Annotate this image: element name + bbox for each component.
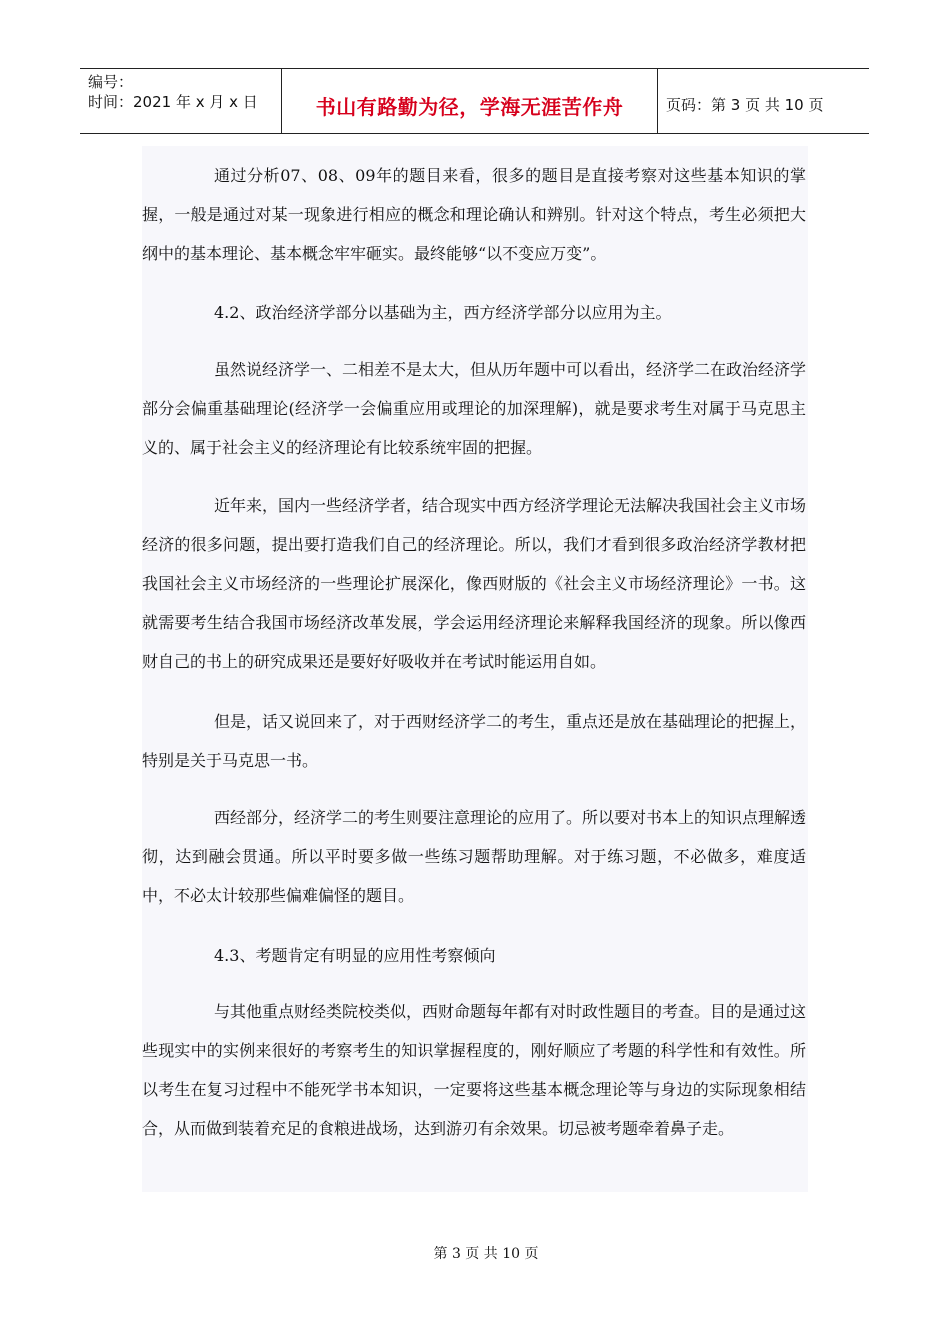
paragraph-6: 与其他重点财经类院校类似，西财命题每年都有对时政性题目的考查。目的是通过这些现实中的实例来很好的考察考生的知识掌握程度的，刚好顺应了考题的科学性和有效性。所以考生在复习过程中不能死学书本知识，一定要将这些基本概念理论等与身边的实际现象相结合，从而做到装着充足的食粮进战场，达到游刃有余效果。切忌被考题牵着鼻子走。 — [142, 1002, 807, 1138]
document-body — [142, 146, 808, 1192]
header-motto-cell — [282, 69, 658, 133]
header-motto: 书山有路勤为径，学海无涯苦作舟 — [315, 94, 624, 119]
header-meta-cell — [80, 69, 282, 133]
number-label: 编号： — [88, 73, 134, 91]
section-heading-4-2: 4.2、政治经济学部分以基础为主，西方经济学部分以应用为主。 — [214, 303, 672, 322]
header-page-cell — [658, 69, 869, 133]
paragraph-2: 虽然说经济学一、二相差不是太大，但从历年题中可以看出，经济学二在政治经济学部分会偏重基础理论(经济学一会偏重应用或理论的加深理解)，就是要求考生对属于马克思主义的、属于社会主义的经济理论有比较系统牢固的把握。 — [142, 360, 807, 457]
paragraph-5: 西经部分，经济学二的考生则要注意理论的应用了。所以要对书本上的知识点理解透彻，达到融会贯通。所以平时要多做一些练习题帮助理解。对于练习题，不必做多，难度适中，不必太计较那些偏难偏怪的题目。 — [142, 808, 807, 905]
paragraph-4: 但是，话又说回来了，对于西财经济学二的考生，重点还是放在基础理论的把握上，特别是关于马克思一书。 — [142, 712, 807, 770]
footer-page-number: 第 3 页 共 10 页 — [433, 1246, 539, 1262]
page-header — [80, 68, 869, 134]
time-label: 时间：2021 年 x 月 x 日 — [88, 93, 258, 111]
paragraph-3: 近年来，国内一些经济学者，结合现实中西方经济学理论无法解决我国社会主义市场经济的很多问题，提出要打造我们自己的经济理论。所以，我们才看到很多政治经济学教材把我国社会主义市场经济的一些理论扩展深化，像西财版的《社会主义市场经济理论》一书。这就需要考生结合我国市场经济改革发展，学会运用经济理论来解释我国经济的现象。所以像西财自己的书上的研究成果还是要好好吸收并在考试时能运用自如。 — [142, 496, 807, 671]
page-footer — [0, 1243, 950, 1263]
paragraph-1: 通过分析07、08、09年的题目来看，很多的题目是直接考察对这些基本知识的掌握，一般是通过对某一现象进行相应的概念和理论确认和辨别。针对这个特点，考生必须把大纲中的基本理论、基本概念牢牢砸实。最终能够“以不变应万变”。 — [142, 166, 806, 263]
header-page-info: 页码：第 3 页 共 10 页 — [666, 95, 824, 114]
section-heading-4-3: 4.3、考题肯定有明显的应用性考察倾向 — [214, 946, 496, 965]
